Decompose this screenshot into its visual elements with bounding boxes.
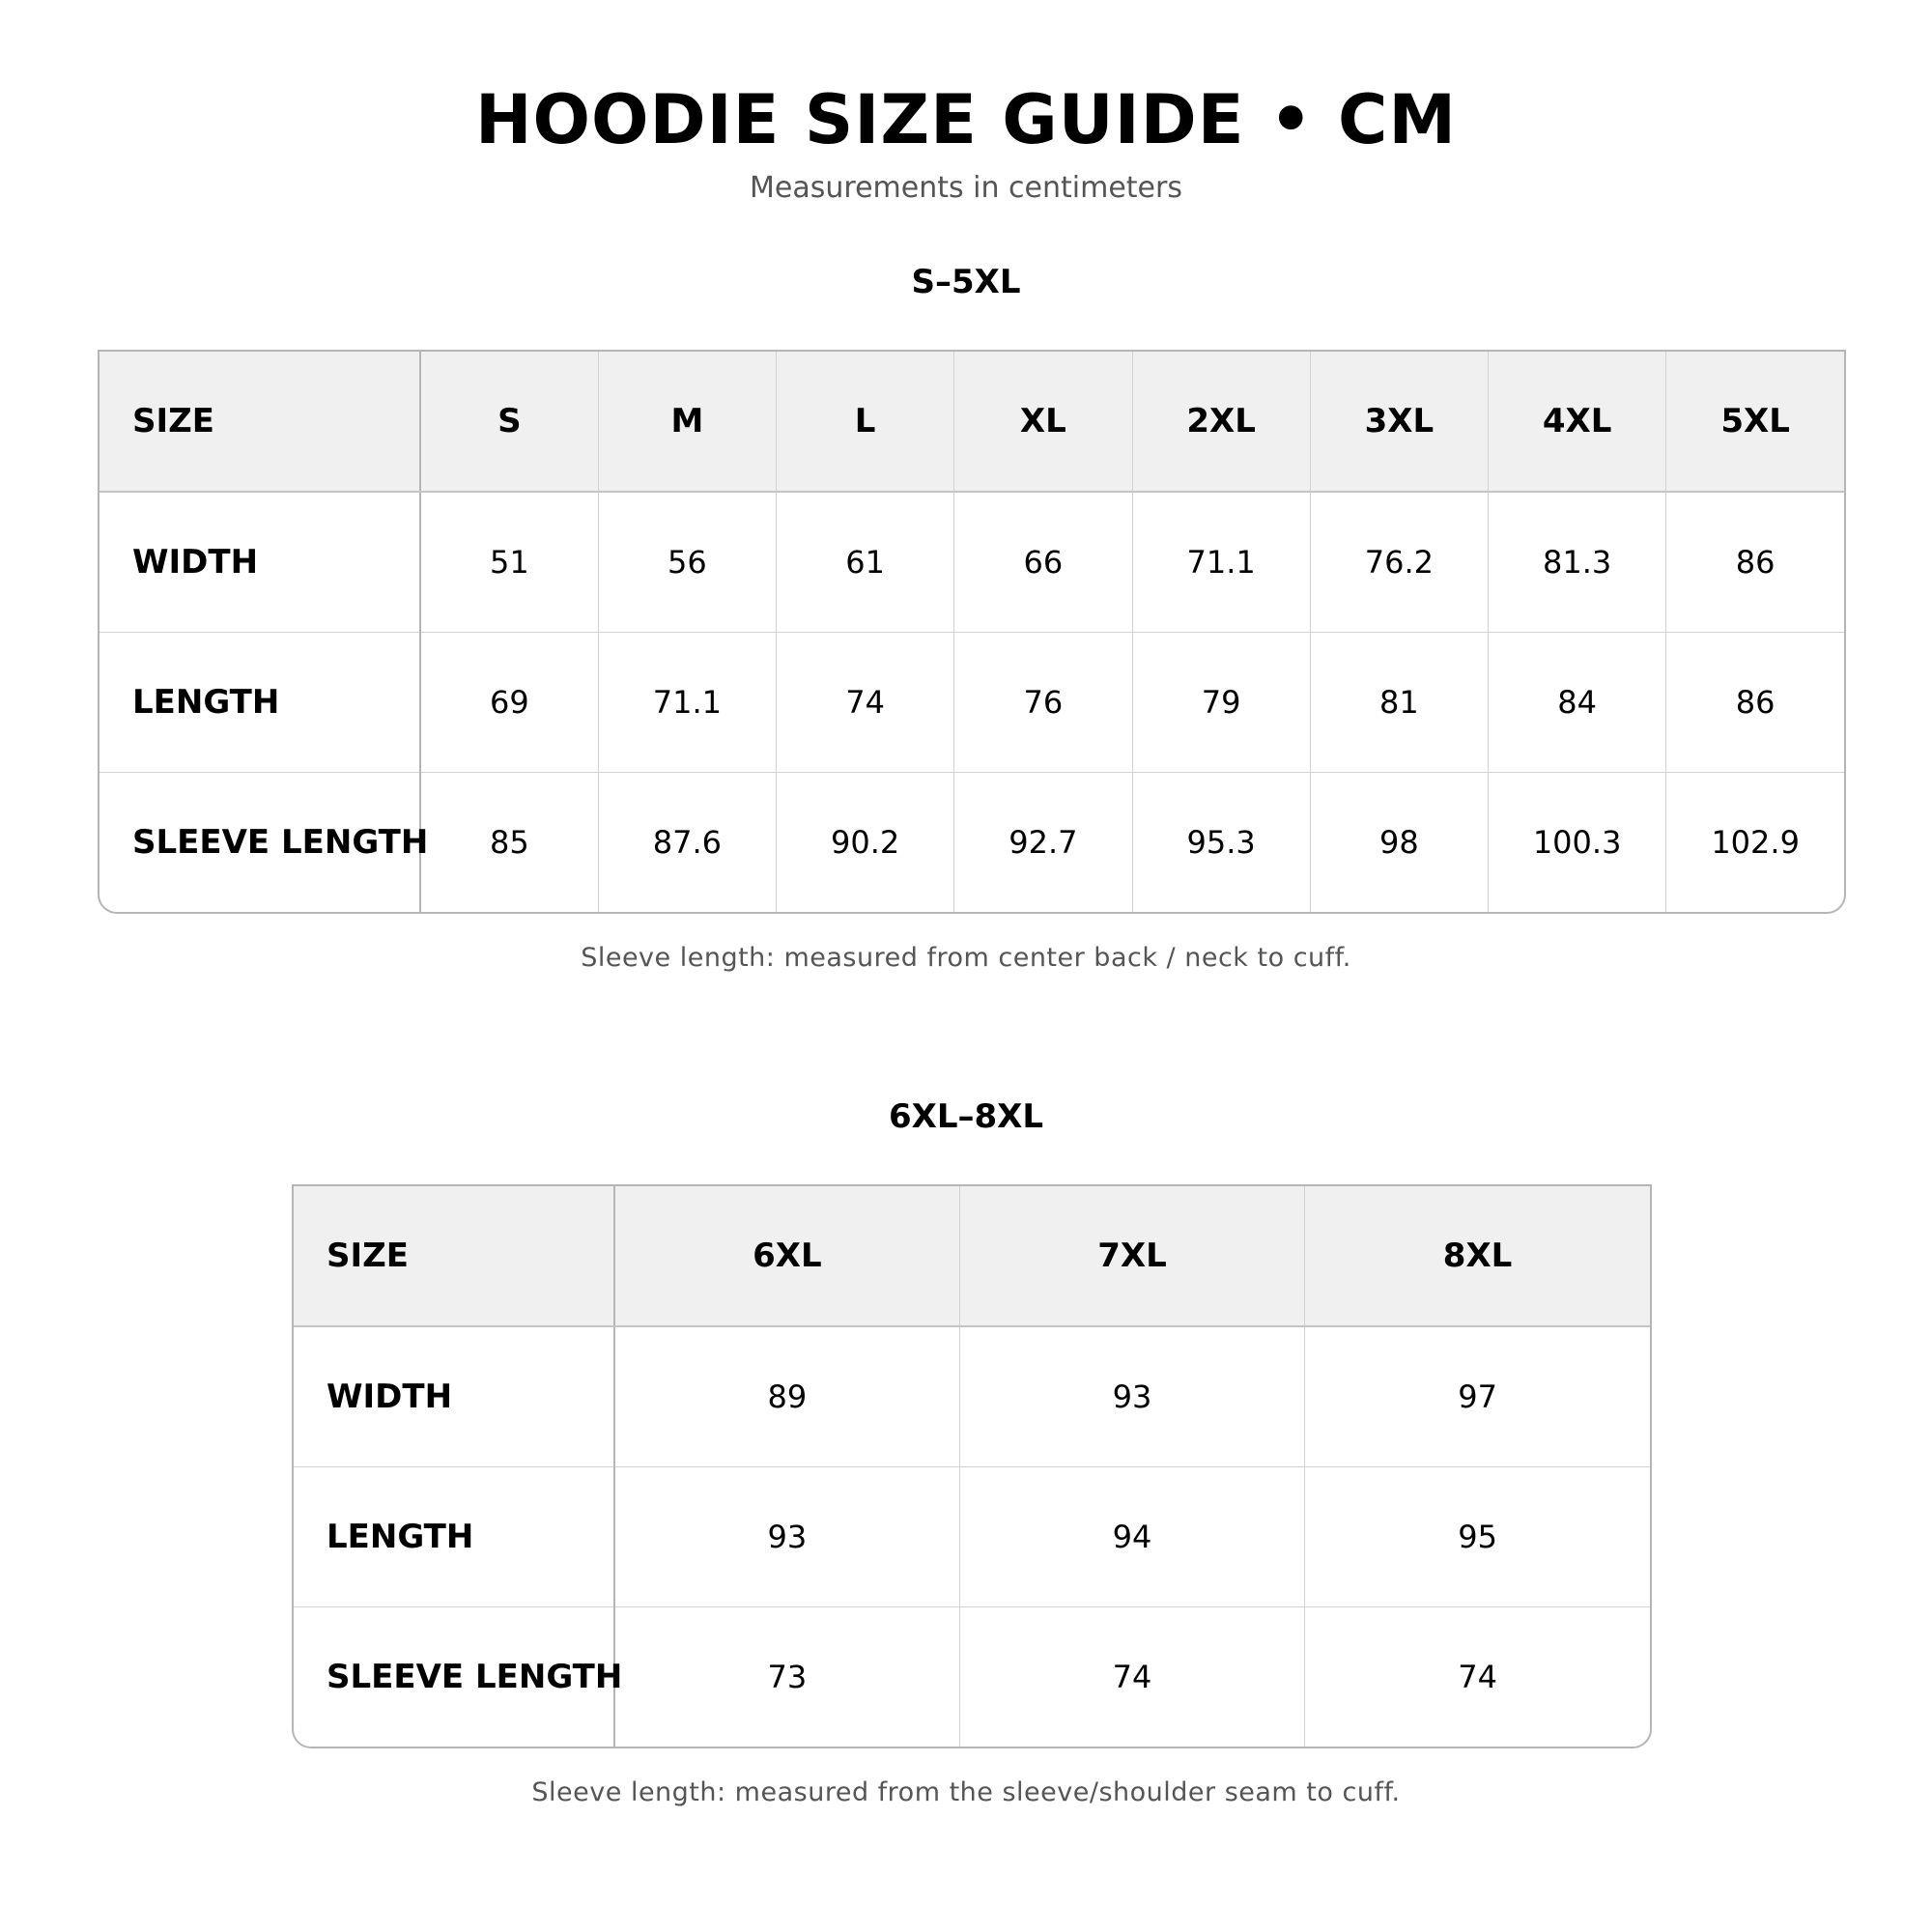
table-note-s-5xl: Sleeve length: measured from center back / neck to cuff. — [581, 943, 1351, 973]
table-cell: 85 — [420, 772, 598, 912]
size-header-l: L — [777, 352, 954, 492]
table-cell: 51 — [420, 492, 598, 632]
table-cell: 56 — [598, 492, 776, 632]
size-header-m: M — [598, 352, 776, 492]
table-cell: 94 — [959, 1466, 1304, 1606]
table-cell: 86 — [1666, 632, 1844, 772]
table-header-row — [99, 352, 1844, 492]
table-cell: 74 — [777, 632, 954, 772]
size-header-4xl: 4XL — [1489, 352, 1666, 492]
size-header-2xl: 2XL — [1132, 352, 1310, 492]
size-table-6xl-8xl — [292, 1184, 1652, 1748]
corner-label: SIZE — [99, 352, 420, 492]
table-header-row — [294, 1186, 1650, 1326]
table-row-sleeve-length — [99, 772, 1844, 912]
table-row-width — [99, 492, 1844, 632]
table-cell: 81.3 — [1489, 492, 1666, 632]
table-row-sleeve-length — [294, 1606, 1650, 1747]
table-cell: 97 — [1305, 1326, 1650, 1466]
table-row-length — [99, 632, 1844, 772]
table-cell: 69 — [420, 632, 598, 772]
table-cell: 87.6 — [598, 772, 776, 912]
table-cell: 84 — [1489, 632, 1666, 772]
page-subtitle: Measurements in centimeters — [750, 171, 1182, 205]
table-cell: 100.3 — [1489, 772, 1666, 912]
size-header-xl: XL — [954, 352, 1132, 492]
corner-label: SIZE — [294, 1186, 614, 1326]
section-title-s-5xl: S–5XL — [911, 263, 1021, 301]
size-header-7xl: 7XL — [959, 1186, 1304, 1326]
table-cell: 74 — [1458, 1658, 1497, 1695]
table-cell: 95 — [1305, 1466, 1650, 1606]
table-row-length — [294, 1466, 1650, 1606]
size-header-s: S — [420, 352, 598, 492]
table-cell: 89 — [614, 1326, 959, 1466]
table-cell: 81 — [1310, 632, 1488, 772]
row-label-width: WIDTH — [294, 1326, 614, 1466]
table-cell: 66 — [954, 492, 1132, 632]
table-cell: 79 — [1132, 632, 1310, 772]
table-cell: 86 — [1666, 492, 1844, 632]
page-title: HOODIE SIZE GUIDE • CM — [474, 80, 1458, 159]
table-cell: 102.9 — [1711, 823, 1800, 861]
table-cell: 61 — [777, 492, 954, 632]
row-label-length: LENGTH — [294, 1466, 614, 1606]
size-header-6xl: 6XL — [614, 1186, 959, 1326]
table-cell: 73 — [614, 1606, 959, 1747]
size-table-s-5xl — [98, 350, 1846, 914]
table-cell: 95.3 — [1132, 772, 1310, 912]
row-label-sleeve-length: SLEEVE LENGTH — [99, 772, 420, 912]
table-cell: 92.7 — [954, 772, 1132, 912]
table-cell: 93 — [959, 1326, 1304, 1466]
table-note-6xl-8xl: Sleeve length: measured from the sleeve/shoulder seam to cuff. — [531, 1777, 1401, 1807]
section-title-6xl-8xl: 6XL–8XL — [888, 1097, 1044, 1136]
table-cell: 90.2 — [777, 772, 954, 912]
size-header-3xl: 3XL — [1310, 352, 1488, 492]
table-cell: 71.1 — [1132, 492, 1310, 632]
table-row-width — [294, 1326, 1650, 1466]
table-cell: 74 — [959, 1606, 1304, 1747]
table-cell: 76.2 — [1310, 492, 1488, 632]
size-header-5xl: 5XL — [1666, 352, 1844, 492]
table-cell: 76 — [954, 632, 1132, 772]
table-cell: 98 — [1310, 772, 1488, 912]
table-cell: 71.1 — [598, 632, 776, 772]
table-cell: 93 — [614, 1466, 959, 1606]
row-label-width: WIDTH — [99, 492, 420, 632]
row-label-sleeve-length: SLEEVE LENGTH — [294, 1606, 614, 1747]
size-header-8xl: 8XL — [1305, 1186, 1650, 1326]
row-label-length: LENGTH — [99, 632, 420, 772]
